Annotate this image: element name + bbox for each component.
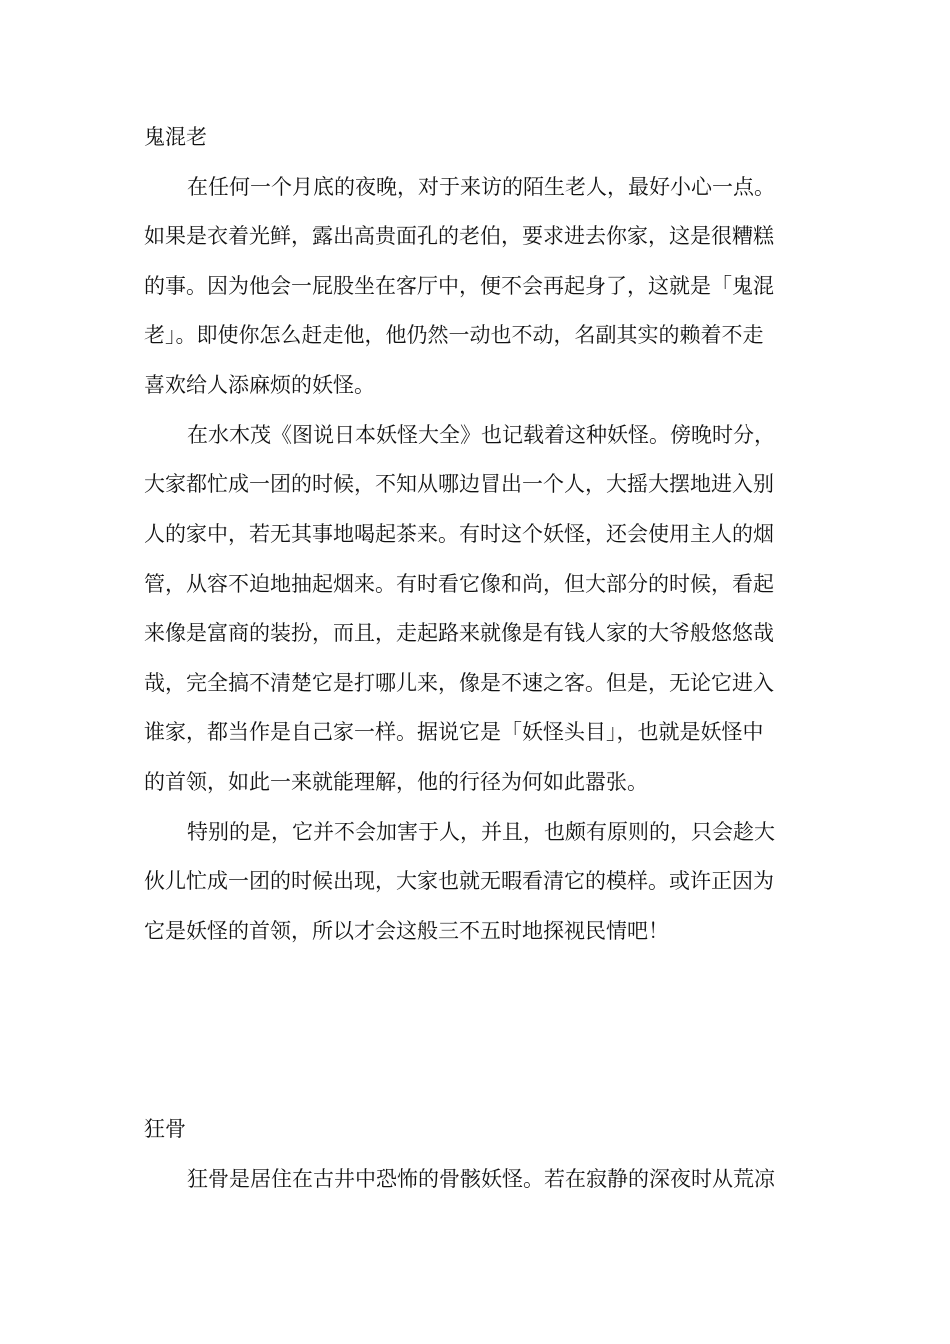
paragraph-line: 伙儿忙成一团的时候出现，大家也就无暇看清它的模样。或许正因为: [144, 869, 774, 893]
paragraph-line: 在任何一个月底的夜晚，对于来访的陌生老人，最好小心一点。: [187, 175, 775, 199]
paragraph-line: 大家都忙成一团的时候，不知从哪边冒出一个人，大摇大摆地进入别: [144, 472, 774, 496]
section-title-kuanggu: 狂骨: [144, 1117, 186, 1141]
paragraph-line: 哉，完全搞不清楚它是打哪儿来，像是不速之客。但是，无论它进入: [144, 671, 774, 695]
paragraph-line: 特别的是，它并不会加害于人，并且，也颇有原则的，只会趁大: [187, 820, 775, 844]
paragraph-line: 人的家中，若无其事地喝起茶来。有时这个妖怪，还会使用主人的烟: [144, 522, 774, 546]
paragraph-line: 的首领，如此一来就能理解，他的行径为何如此嚣张。: [144, 770, 648, 794]
paragraph-line: 来像是富商的装扮，而且，走起路来就像是有钱人家的大爷般悠悠哉: [144, 621, 774, 645]
paragraph-line: 管，从容不迫地抽起烟来。有时看它像和尚，但大部分的时候，看起: [144, 572, 774, 596]
paragraph-line: 如果是衣着光鲜，露出高贵面孔的老伯，要求进去你家，这是很糟糕: [144, 224, 774, 248]
paragraph-line: 喜欢给人添麻烦的妖怪。: [144, 373, 375, 397]
paragraph-line: 谁家，都当作是自己家一样。据说它是「妖怪头目」，也就是妖怪中: [144, 720, 764, 744]
paragraph-line: 狂骨是居住在古井中恐怖的骨骸妖怪。若在寂静的深夜时从荒凉: [187, 1167, 775, 1191]
paragraph-line: 它是妖怪的首领，所以才会这般三不五时地探视民情吧！: [144, 919, 669, 943]
section-title-guihunlao: 鬼混老: [144, 125, 207, 149]
paragraph-line: 老」。即使你怎么赶走他，他仍然一动也不动，名副其实的赖着不走: [144, 323, 764, 347]
paragraph-line: 在水木茂《图说日本妖怪大全》也记载着这种妖怪。傍晚时分，: [187, 423, 775, 447]
paragraph-line: 的事。因为他会一屁股坐在客厅中，便不会再起身了，这就是「鬼混: [144, 274, 774, 298]
